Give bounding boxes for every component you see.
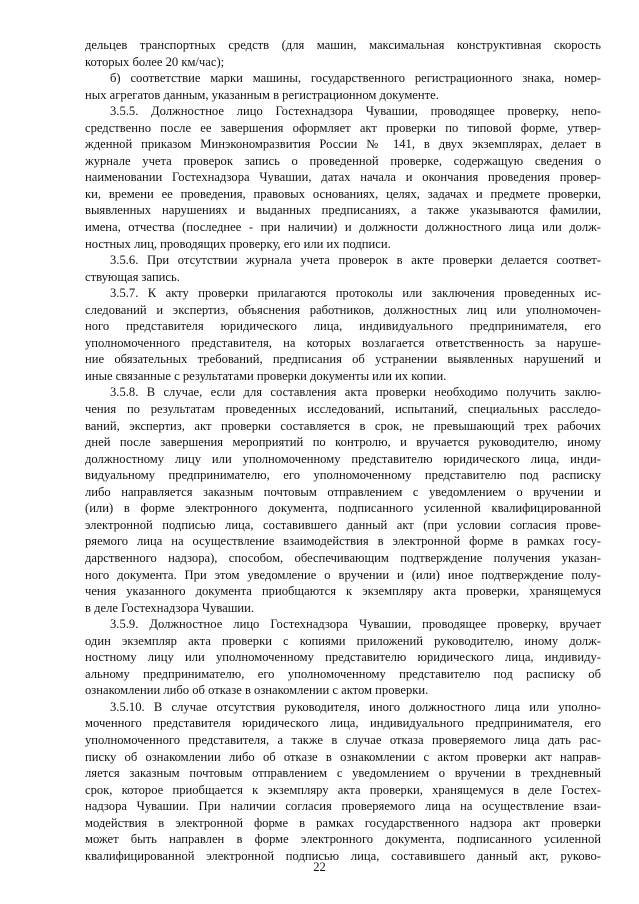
text-line: ностному лицу или уполномоченному представителю юридического лица, индивиду- bbox=[85, 650, 601, 665]
text-line: писку об ознакомлении либо об отказе в ознакомлении с актом проверки акт направ- bbox=[85, 749, 601, 764]
text-line: (или) в форме электронного документа, подписанного усиленной квалифицированной bbox=[85, 501, 601, 516]
text-line: средственно после ее завершения оформляет акт проверки по типовой форме, утвер- bbox=[85, 120, 601, 135]
text-line: либо направляется заказным почтовым отправлением с уведомлением о вручении и bbox=[85, 484, 601, 499]
text-line: ствующая запись. bbox=[85, 269, 180, 284]
text-line: ляется заказным почтовым отправлением с уведомлением о вручении в трехдневный bbox=[85, 766, 601, 781]
text-line: ного представителя юридического лица, индивидуального предпринимателя, его bbox=[85, 319, 601, 334]
paragraph-item-b bbox=[85, 70, 601, 103]
text-line: иные связанные с результатами проверки документы или их копии. bbox=[85, 368, 447, 383]
text-line: альному предпринимателю, его уполномоченному представителю под расписку об bbox=[85, 666, 601, 681]
text-line: ных агрегатов данным, указанным в регистрационном документе. bbox=[85, 87, 439, 102]
text-line: ваний, экспертиз, акт проверки составляется в срок, не превышающий трех рабочих bbox=[85, 418, 601, 433]
text-line: ряемого лица на осуществление взаимодействия в электронной форме в рамках госу- bbox=[85, 534, 601, 549]
text-line: 3.5.5. Должностное лицо Гостехнадзора Чувашии, проводящее проверку, непо- bbox=[110, 104, 601, 119]
text-line: может быть направлен в форме электронного документа, подписанного усиленной bbox=[85, 832, 601, 847]
text-line: уполномоченного представителя, а также в случае отказа проверяемого лица дать рас- bbox=[85, 732, 601, 747]
text-line: 3.5.9. Должностное лицо Гостехнадзора Чувашии, проводящее проверку, вручает bbox=[110, 617, 601, 632]
text-line: дельцев транспортных средств (для машин, максимальная конструктивная скорость bbox=[85, 38, 601, 52]
text-line: б) соответствие марки машины, государственного регистрационного знака, номер- bbox=[110, 71, 601, 86]
text-line: 3.5.7. К акту проверки прилагаются протоколы или заключения проведенных ис- bbox=[110, 286, 601, 301]
text-line: наименовании Гостехнадзора Чувашии, датах начала и окончания проведения провер- bbox=[85, 170, 601, 185]
text-line: которых более 20 км/час); bbox=[85, 54, 225, 69]
paragraph-3-5-6 bbox=[85, 252, 601, 285]
paragraph-3-5-5 bbox=[85, 103, 601, 252]
text-line: ки, времени ее проведения, правовых основаниях, целях, задачах и предмете проверки, bbox=[85, 186, 601, 201]
text-line: чения указанного документа приобщаются к экземпляру акта проверки, хранящемуся bbox=[85, 584, 601, 599]
text-line: в деле Гостехнадзора Чувашии. bbox=[85, 600, 255, 615]
text-line: моченного представителя юридического лица, индивидуального предпринимателя, его bbox=[85, 716, 601, 731]
text-line: дней после завершения мероприятий по контролю, и вручается руководителю, иному bbox=[85, 435, 601, 450]
text-line: 3.5.8. В случае, если для составления акта проверки необходимо получить заклю- bbox=[110, 385, 601, 400]
text-line: журнале учета проверок запись о проведенной проверке, содержащую сведения о bbox=[85, 153, 601, 168]
text-line: 3.5.10. В случае отсутствия руководителя, иного должностного лица или уполно- bbox=[110, 699, 601, 714]
text-line: имена, отчества (последнее - при наличии) и должности должностного лица или долж- bbox=[85, 220, 601, 235]
paragraph-3-5-10 bbox=[85, 699, 601, 864]
paragraph-3-5-8 bbox=[85, 384, 601, 616]
text-line: электронной подписью лица, составившего данный акт (при условии согласия прове- bbox=[85, 517, 601, 532]
text-line: один экземпляр акта проверки с копиями приложений руководителю, иному долж- bbox=[85, 633, 601, 648]
text-line: жденной приказом Минэкономразвития России № 141, в двух экземплярах, делает в bbox=[85, 137, 601, 152]
text-line: квалифицированной электронной подписью лица, составившего данный акт, руково- bbox=[85, 848, 601, 863]
text-line: ознакомлении либо об отказе в ознакомлении с актом проверки. bbox=[85, 683, 429, 698]
paragraph-3-5-7 bbox=[85, 285, 601, 384]
paragraph-3-5-9 bbox=[85, 616, 601, 699]
text-line: выявленных нарушениях и выданных предписаниях, а также указываются фамилии, bbox=[85, 203, 601, 218]
text-line: ние обязательных требований, предписания об устранении выявленных нарушений и bbox=[85, 352, 601, 367]
text-line: надзора Чувашии. При наличии согласия проверяемого лица на осуществление взаи- bbox=[85, 799, 601, 814]
page-number: 22 bbox=[313, 860, 326, 874]
text-line: дарственного надзора), способом, обеспечивающим подтверждение получения указан- bbox=[85, 550, 601, 565]
text-line: чения по результатам проведенных исследований, испытаний, специальных расследо- bbox=[85, 402, 601, 417]
text-line: модействия в электронной форме в рамках государственного надзора акт проверки bbox=[85, 815, 601, 830]
text-line: видуальному предпринимателю, его уполномоченному представителю под расписку bbox=[85, 468, 601, 483]
text-line: ностных лиц, проводящих проверку, его или их подписи. bbox=[85, 236, 391, 251]
text-line: ного документа. При этом уведомление о вручении и (или) иное подтверждение полу- bbox=[85, 567, 601, 582]
text-line: срок, которое приобщается к экземпляру акта проверки, хранящемуся в деле Гостех- bbox=[85, 782, 601, 797]
document-page bbox=[85, 37, 601, 864]
text-line: уполномоченного представителя, на которых возлагается ответственность за наруше- bbox=[85, 335, 601, 350]
text-line: 3.5.6. При отсутствии журнала учета проверок в акте проверки делается соответ- bbox=[110, 253, 601, 268]
paragraph-continuation bbox=[85, 37, 601, 70]
text-line: должностному лицу или уполномоченному представителю юридического лица, инди- bbox=[85, 451, 601, 466]
text-line: следований и экспертиз, объяснения работников, должностных лиц или уполномочен- bbox=[85, 302, 601, 317]
